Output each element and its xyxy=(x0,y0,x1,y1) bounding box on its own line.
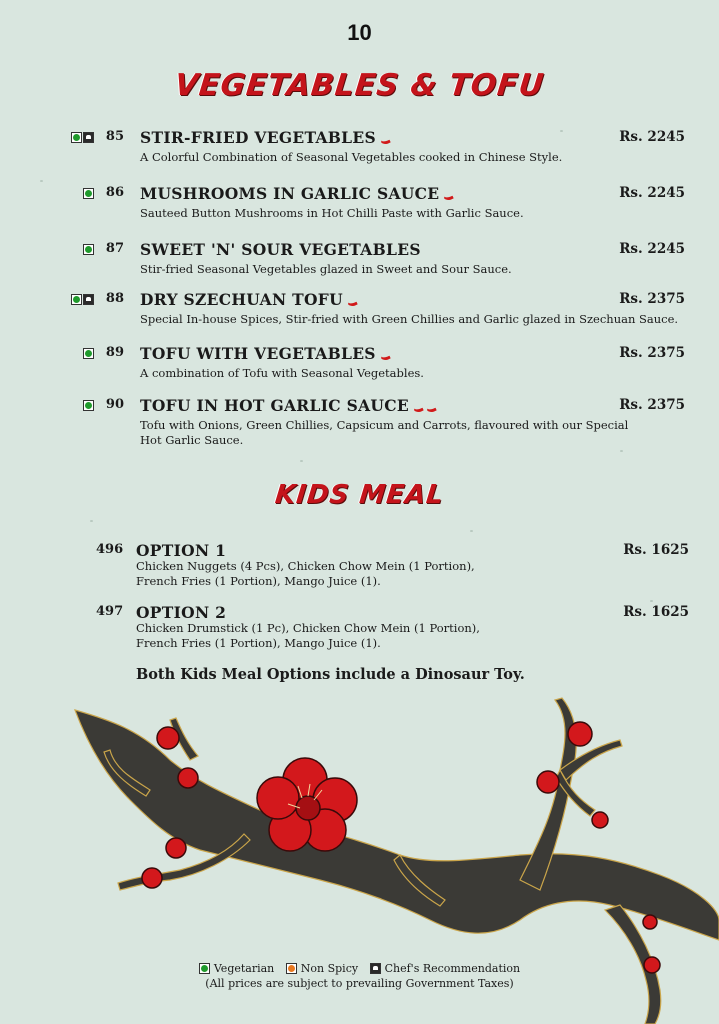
item-price: Rs. 1625 xyxy=(623,542,689,558)
non-spicy-icon xyxy=(286,963,297,974)
item-name: STIR-FRIED VEGETABLES xyxy=(140,128,389,147)
tax-footnote: (All prices are subject to prevailing Government Taxes) xyxy=(205,977,514,990)
item-price: Rs. 2245 xyxy=(619,185,685,201)
item-number: 496 xyxy=(96,542,124,557)
item-number: 89 xyxy=(105,345,124,360)
chef-recommendation-icon xyxy=(370,963,381,974)
item-price: Rs. 2375 xyxy=(619,397,685,413)
item-description: A Colorful Combination of Seasonal Vegetables cooked in Chinese Style. xyxy=(140,150,563,164)
item-name: TOFU IN HOT GARLIC SAUCE xyxy=(140,396,435,415)
item-description: Chicken Nuggets (4 Pcs), Chicken Chow Mein (1 Portion), French Fries (1 Portion), Mango Juice (1). xyxy=(136,559,475,588)
chili-icon xyxy=(410,400,424,414)
chef-recommendation-icon xyxy=(83,132,94,143)
vegetarian-icon xyxy=(83,188,94,199)
item-description: Chicken Drumstick (1 Pc), Chicken Chow Mein (1 Portion), French Fries (1 Portion), Mango Juice (1). xyxy=(136,621,480,650)
item-name: TOFU WITH VEGETABLES xyxy=(140,344,389,363)
chili-icon xyxy=(423,400,437,414)
vegetarian-icon xyxy=(71,294,82,305)
item-price: Rs. 2245 xyxy=(619,129,685,145)
item-price: Rs. 2375 xyxy=(619,345,685,361)
chili-icon xyxy=(377,132,391,146)
item-description: Stir-fried Seasonal Vegetables glazed in Sweet and Sour Sauce. xyxy=(140,262,512,276)
item-description: Tofu with Onions, Green Chillies, Capsicum and Carrots, flavoured with our Special Hot Garlic Sauce. xyxy=(140,418,629,447)
chili-icon xyxy=(377,348,391,362)
item-number: 86 xyxy=(105,185,124,200)
item-number: 88 xyxy=(105,291,124,306)
section-title-kids-meal: KIDS MEAL xyxy=(273,480,446,510)
legend-chef-recommendation: Chef's Recommendation xyxy=(384,962,521,975)
section-title-vegetables-tofu: VEGETABLES & TOFU xyxy=(173,68,546,103)
item-number: 497 xyxy=(96,604,124,619)
item-description: A combination of Tofu with Seasonal Vegetables. xyxy=(140,366,424,380)
item-description: Special In-house Spices, Stir-fried with Green Chillies and Garlic glazed in Szechuan Sauce. xyxy=(140,312,679,326)
chili-icon xyxy=(344,294,358,308)
item-number: 85 xyxy=(105,129,124,144)
item-description: Sauteed Button Mushrooms in Hot Chilli Paste with Garlic Sauce. xyxy=(140,206,524,220)
chili-icon xyxy=(441,188,455,202)
vegetarian-icon xyxy=(71,132,82,143)
vegetarian-icon xyxy=(83,400,94,411)
item-name: OPTION 1 xyxy=(136,541,227,560)
chef-recommendation-icon xyxy=(83,294,94,305)
item-number: 90 xyxy=(105,397,124,412)
vegetarian-icon xyxy=(199,963,210,974)
item-name: MUSHROOMS IN GARLIC SAUCE xyxy=(140,184,452,203)
item-price: Rs. 1625 xyxy=(623,604,689,620)
item-number: 87 xyxy=(105,241,124,256)
item-price: Rs. 2375 xyxy=(619,291,685,307)
kids-meal-note: Both Kids Meal Options include a Dinosaur Toy. xyxy=(136,666,525,683)
legend-non-spicy: Non Spicy xyxy=(300,962,359,975)
legend xyxy=(0,962,719,977)
page-number: 10 xyxy=(347,20,372,45)
item-name: OPTION 2 xyxy=(136,603,227,622)
item-name: SWEET 'N' SOUR VEGETABLES xyxy=(140,240,421,259)
legend-vegetarian: Vegetarian xyxy=(213,962,275,975)
vegetarian-icon xyxy=(83,244,94,255)
vegetarian-icon xyxy=(83,348,94,359)
item-price: Rs. 2245 xyxy=(619,241,685,257)
item-name: DRY SZECHUAN TOFU xyxy=(140,290,356,309)
